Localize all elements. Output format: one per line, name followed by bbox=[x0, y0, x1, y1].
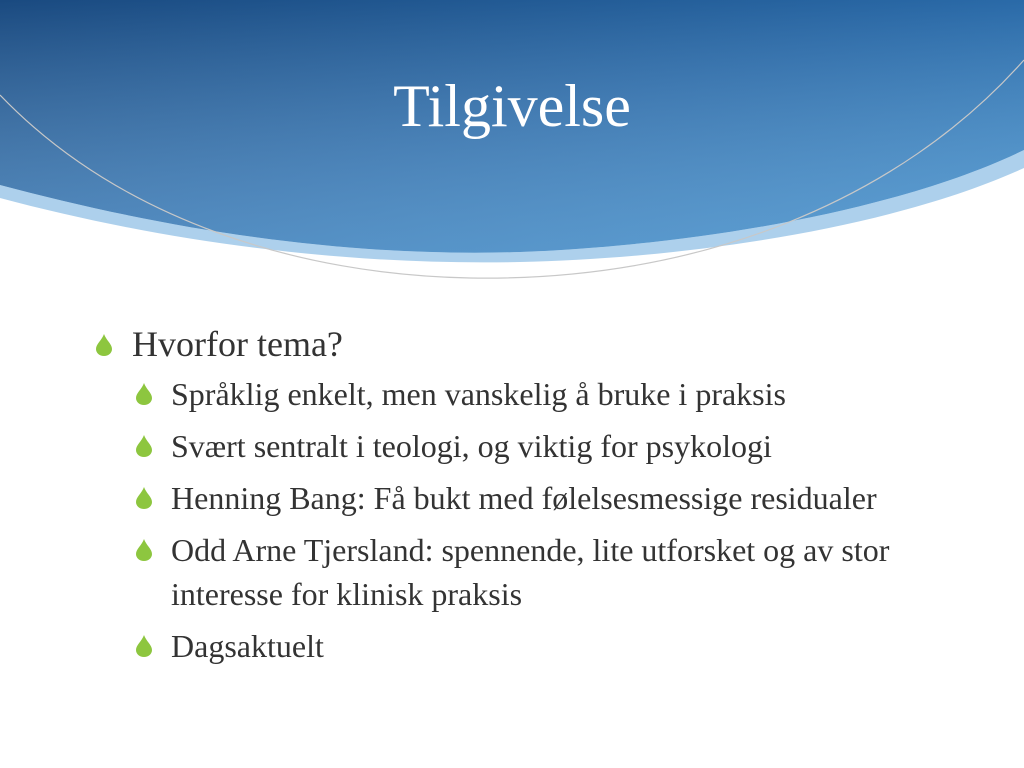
bullet-subitem-dagsaktuelt bbox=[96, 624, 966, 668]
bullet-text: Odd Arne Tjersland: spennende, lite utforsket og av stor interesse for klinisk praksis bbox=[171, 532, 890, 612]
bullet-text: Svært sentralt i teologi, og viktig for psykologi bbox=[171, 428, 772, 464]
bullet-list bbox=[96, 322, 966, 676]
drop-bullet-icon bbox=[136, 383, 152, 405]
bullet-text: Dagsaktuelt bbox=[171, 628, 324, 664]
drop-bullet-icon bbox=[136, 435, 152, 457]
bullet-subitem-henning-bang bbox=[96, 476, 966, 520]
drop-bullet-icon bbox=[96, 334, 112, 356]
bullet-text: Språklig enkelt, men vanskelig å bruke i praksis bbox=[171, 376, 786, 412]
bullet-subitem-tjersland bbox=[96, 528, 966, 616]
drop-bullet-icon bbox=[136, 487, 152, 509]
header-wave-background bbox=[0, 0, 1024, 300]
drop-bullet-icon bbox=[136, 539, 152, 561]
bullet-subitem-sentralt bbox=[96, 424, 966, 468]
bullet-text: Hvorfor tema? bbox=[132, 324, 343, 364]
bullet-item-hvorfor-tema bbox=[96, 322, 966, 366]
slide-title: Tilgivelse bbox=[393, 73, 631, 139]
drop-bullet-icon bbox=[136, 635, 152, 657]
bullet-subitem-spraklig bbox=[96, 372, 966, 416]
bullet-text: Henning Bang: Få bukt med følelsesmessige residualer bbox=[171, 480, 877, 516]
